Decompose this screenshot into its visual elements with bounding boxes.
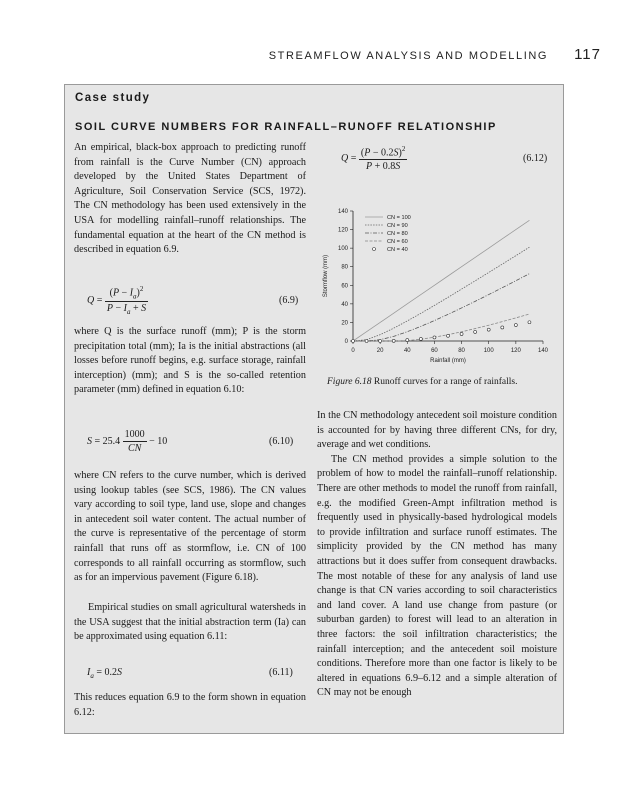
chart-svg — [317, 205, 557, 375]
legend-swatch — [373, 248, 376, 251]
series-cn40-point — [501, 326, 504, 329]
y-axis-label: Stormflow (mm) — [323, 254, 329, 298]
series-cn40-point — [460, 332, 463, 335]
y-tick-label: 40 — [341, 301, 348, 308]
series-line-80 — [353, 274, 529, 341]
series-cn40-point — [406, 339, 409, 342]
y-tick-label: 20 — [341, 320, 348, 327]
case-study-title: SOIL CURVE NUMBERS FOR RAINFALL–RUNOFF RELATIONSHIP — [75, 121, 497, 133]
equation-6-11: $I_a = 0.2S$ — [87, 667, 122, 680]
equation-6-12-number: (6.12) — [523, 153, 548, 164]
x-axis-label: Rainfall (mm) — [430, 358, 466, 364]
x-tick-label: 120 — [510, 348, 521, 354]
series-cn40-point — [419, 337, 422, 340]
x-tick-label: 20 — [376, 348, 384, 354]
x-tick-label: 80 — [458, 348, 465, 354]
legend-entry: CN = 80 — [387, 231, 408, 237]
case-study-label: Case study — [75, 92, 151, 104]
figure-caption-text: Runoff curves for a range of rainfalls. — [373, 377, 518, 387]
right-paragraph-2: The CN method provides a simple solution to the problem of how to model the rainfall–runoff relationship. There are other methods to model the runoff from rainfall, e.g. the modified Green-Ampt infiltration method is frequently used in physically-based hydrological models to provide infiltration and surface runoff estimates. The simplicity provided by the CN method has many attractions but it does suffer from consequent drawbacks. The most notable of these for any analysis of land use change is that CN varies according to soil characteristics and land cover. A land use change from pasture (or suburban garden) to forest will lead to an alteration in three factors: the soil infiltration characteristics; the rainfall interception; and the antecedent soil moisture conditions. Therefore more than one factor is likely to be altered in equations 6.9–6.12 and a simple alteration of CN may not be enough — [317, 453, 557, 699]
page-number: 117 — [574, 46, 601, 63]
y-tick-label: 0 — [344, 339, 348, 345]
left-paragraph-3: where CN refers to the curve number, which is derived using lookup tables (see SCS, 1986). The CN values vary according to soil type, land use, slope and changes in antecedent soil water content. The actual number of the curve is representative of the percentage of storm rainfall that runs off as stormflow, i.e. CN of 100 corresponds to all rainfall occurring as stormflow, such as for an impervious pavement (Figure 6.18). — [74, 470, 306, 584]
case-study-box — [64, 84, 564, 734]
left-paragraph-1: An empirical, black-box approach to predicting runoff from rainfall is the Curve Number (CN) approach developed by the United States Department of Agriculture, Soil Conservation Service (SCS, 1972). The CN methodology has been used extensively in the USA for modelling rainfall–runoff relationships. The fundamental equation at the heart of the CN method is described in equation 6.9. — [74, 142, 306, 256]
series-cn40-point — [352, 340, 355, 343]
series-cn40-point — [514, 324, 517, 327]
legend-entry: CN = 40 — [387, 247, 408, 253]
figure-label: Figure 6.18 — [327, 377, 372, 387]
series-cn40-point — [392, 339, 395, 342]
x-tick-label: 100 — [483, 348, 494, 354]
x-tick-label: 40 — [403, 348, 411, 354]
series-cn40-point — [528, 321, 531, 324]
equation-6-10: S = 25.4 $\frac{1000}{CN}$ − 10 — [87, 429, 168, 454]
series-cn40-point — [365, 340, 368, 343]
left-paragraph-4: Empirical studies on small agricultural watersheds in the USA suggest that the initial abstraction term (Ia) can be approximated using equation 6.11: — [74, 602, 306, 643]
equation-6-9-number: (6.9) — [279, 295, 299, 306]
series-cn40-point — [379, 340, 382, 343]
left-paragraph-2: where Q is the surface runoff (mm); P is the storm precipitation total (mm); Ia is the initial abstractions (all losses before runoff begins, e.g. surface storage, rainfall interception) (mm); and S is the so-called retention parameter (mm) defined in equation 6.10: — [74, 326, 306, 396]
legend-entry: CN = 60 — [387, 239, 408, 245]
figure-caption — [327, 377, 517, 387]
right-paragraph-1: In the CN methodology antecedent soil moisture condition is accounted for by having three different CNs, for dry, average and wet conditions. The CN method provides a simple solution to the problem of how to model the rainfall–runoff relationship. There are other methods to model the runoff from rainfall, e.g. the modified Green-Ampt infiltration method is frequently used in physically-based hydrological models to provide infiltration and surface runoff estimates. The simplicity provided by the CN method has many attractions but it does suffer from consequent drawbacks. The most notable of these for any analysis of land use change is that CN varies according to soil characteristics and land cover. A land use change from pasture (or suburban garden) to forest will lead to an alteration in three factors: the soil infiltration characteristics; the rainfall interception; and the antecedent soil moisture conditions. Therefore more than one factor is likely to be altered in equations 6.9–6.12 and a simple alteration of CN may not be enough — [317, 409, 557, 701]
equation-6-9: Q = $\frac{(P - I_a)^2}{P - I_a + S}$ — [87, 285, 147, 317]
left-paragraph-5: This reduces equation 6.9 to the form shown in equation 6.12: — [74, 692, 306, 718]
y-tick-label: 80 — [341, 264, 348, 271]
running-header — [269, 46, 601, 63]
y-tick-label: 60 — [341, 283, 348, 290]
series-cn40-point — [433, 336, 436, 339]
legend-entry: CN = 90 — [387, 223, 408, 229]
x-tick-label: 60 — [431, 348, 438, 354]
legend-entry: CN = 100 — [387, 215, 411, 221]
series-cn40-point — [474, 330, 477, 333]
y-tick-label: 100 — [337, 246, 348, 253]
x-tick-label: 140 — [537, 348, 549, 354]
equation-6-10-number: (6.10) — [269, 436, 294, 447]
equation-6-11-number: (6.11) — [269, 667, 293, 678]
runoff-curves-chart — [317, 205, 557, 375]
equation-6-12: Q = $\frac{(P - 0.2S)^2}{P + 0.8S}$ — [341, 145, 406, 173]
running-title: STREAMFLOW ANALYSIS AND MODELLING — [268, 50, 549, 62]
series-cn40-point — [487, 328, 490, 331]
x-tick-label: 0 — [351, 348, 355, 354]
series-line-100 — [353, 220, 529, 341]
series-cn40-point — [447, 334, 450, 337]
y-tick-label: 120 — [337, 227, 348, 234]
y-tick-label: 140 — [337, 209, 348, 215]
